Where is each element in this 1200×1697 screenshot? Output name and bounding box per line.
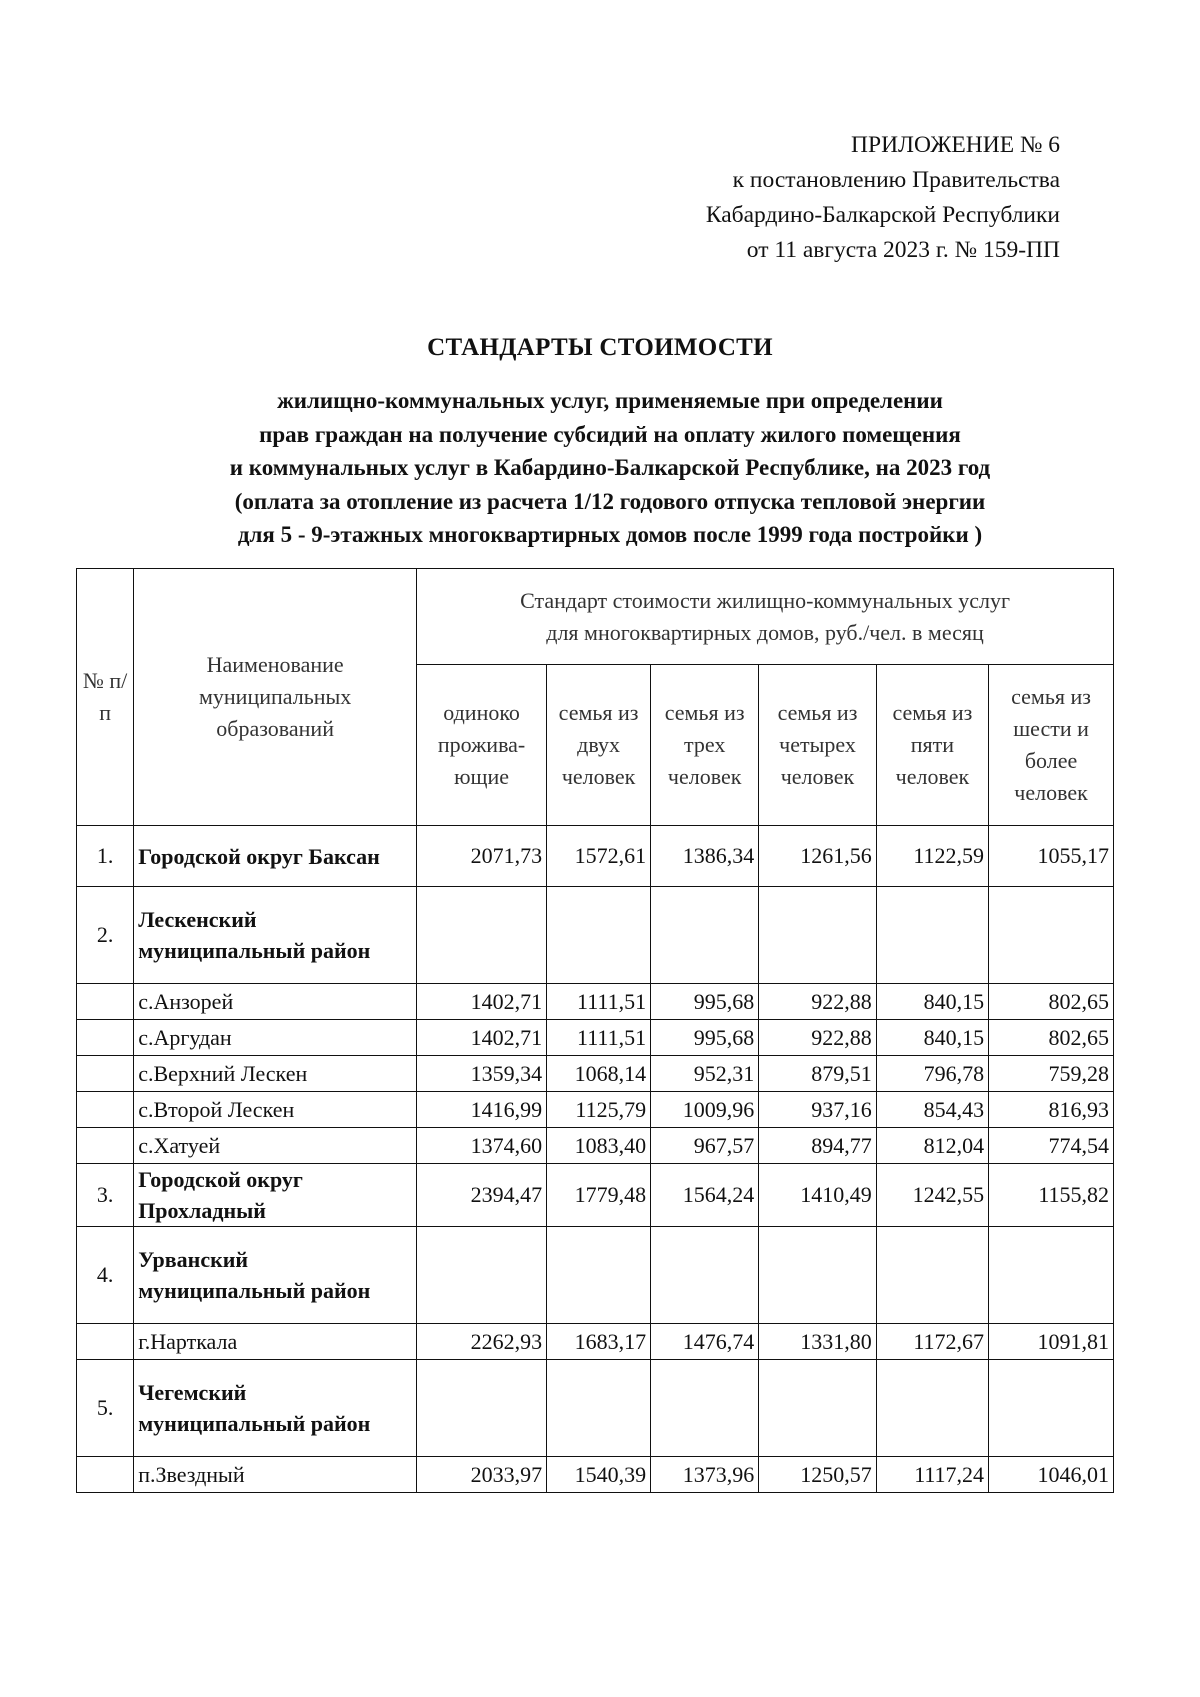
cost-value: 1402,71: [417, 984, 547, 1020]
cost-value: 802,65: [989, 984, 1114, 1020]
header-family-2: семья из двух человек: [547, 665, 651, 826]
cost-value: [759, 887, 877, 984]
cost-value: [759, 1227, 877, 1324]
cost-value: 937,16: [759, 1092, 877, 1128]
attachment-line-resolution: к постановлению Правительства: [732, 167, 1060, 193]
municipality-name: с.Анзорей: [134, 984, 417, 1020]
document-title: СТАНДАРТЫ СТОИМОСТИ: [427, 334, 773, 361]
attachment-block: [620, 128, 1060, 268]
cost-value: 796,78: [876, 1056, 988, 1092]
table-row: [77, 1164, 1114, 1227]
municipality-name: с.Аргудан: [134, 1020, 417, 1056]
cost-value: 2033,97: [417, 1457, 547, 1493]
header-cost-standard-line: Стандарт стоимости жилищно-коммунальных услуг: [520, 587, 1010, 613]
table-row: [77, 1056, 1114, 1092]
municipality-name: с.Второй Лескен: [134, 1092, 417, 1128]
cost-value: [547, 887, 651, 984]
cost-value: [989, 1227, 1114, 1324]
cost-value: 1083,40: [547, 1128, 651, 1164]
row-number: [77, 1020, 134, 1056]
row-number: 5.: [77, 1360, 134, 1457]
document-subtitle: [110, 384, 1110, 552]
cost-value: 1172,67: [876, 1324, 988, 1360]
cost-value: 1117,24: [876, 1457, 988, 1493]
cost-value: 967,57: [651, 1128, 759, 1164]
cost-value: 995,68: [651, 1020, 759, 1056]
cost-value: [876, 1360, 988, 1457]
cost-value: 802,65: [989, 1020, 1114, 1056]
cost-value: [876, 1227, 988, 1324]
cost-value: [651, 887, 759, 984]
municipality-name: с.Верхний Лескен: [134, 1056, 417, 1092]
cost-value: [876, 887, 988, 984]
cost-value: 1046,01: [989, 1457, 1114, 1493]
row-number: [77, 1457, 134, 1493]
cost-value: [547, 1227, 651, 1324]
row-number: 4.: [77, 1227, 134, 1324]
table-body: [77, 826, 1114, 1493]
header-number: № п/п: [77, 569, 134, 826]
row-number: [77, 1092, 134, 1128]
cost-value: [651, 1360, 759, 1457]
row-number: [77, 1128, 134, 1164]
cost-value: 1155,82: [989, 1164, 1114, 1227]
municipality-name: Чегемский муниципальный район: [134, 1360, 417, 1457]
cost-value: 1111,51: [547, 984, 651, 1020]
cost-value: 840,15: [876, 1020, 988, 1056]
subtitle-line: для 5 - 9-этажных многоквартирных домов после 1999 года постройки ): [237, 522, 983, 547]
header-family-5: семья из пяти человек: [876, 665, 988, 826]
cost-value: [417, 1360, 547, 1457]
subtitle-line: и коммунальных услуг в Кабардино-Балкарской Республике, на 2023 год: [229, 455, 991, 480]
cost-value: [547, 1360, 651, 1457]
cost-value: 952,31: [651, 1056, 759, 1092]
cost-value: 1410,49: [759, 1164, 877, 1227]
cost-value: 1779,48: [547, 1164, 651, 1227]
municipality-name: Городской округ Баксан: [134, 826, 417, 887]
header-family-6-plus: семья из шести и более человек: [989, 665, 1114, 826]
table-row: [77, 1324, 1114, 1360]
cost-value: 894,77: [759, 1128, 877, 1164]
header-municipality: Наименование муниципальных образований: [134, 569, 417, 826]
subtitle-line: прав граждан на получение субсидий на оплату жилого помещения: [259, 421, 961, 447]
cost-value: 1055,17: [989, 826, 1114, 887]
attachment-number: ПРИЛОЖЕНИЕ № 6: [851, 132, 1060, 158]
row-number: 3.: [77, 1164, 134, 1227]
table-row: [77, 1092, 1114, 1128]
table-row: [77, 984, 1114, 1020]
standards-table: [76, 568, 1114, 1493]
cost-value: 1068,14: [547, 1056, 651, 1092]
cost-value: 1125,79: [547, 1092, 651, 1128]
cost-value: 995,68: [651, 984, 759, 1020]
cost-value: 2394,47: [417, 1164, 547, 1227]
cost-value: 1091,81: [989, 1324, 1114, 1360]
cost-value: 922,88: [759, 1020, 877, 1056]
table-row: [77, 887, 1114, 984]
cost-value: 2262,93: [417, 1324, 547, 1360]
cost-value: 1564,24: [651, 1164, 759, 1227]
cost-value: 1402,71: [417, 1020, 547, 1056]
municipality-name: п.Звездный: [134, 1457, 417, 1493]
table-row: [77, 1360, 1114, 1457]
cost-value: [417, 887, 547, 984]
table-row: [77, 1020, 1114, 1056]
cost-value: 840,15: [876, 984, 988, 1020]
cost-value: 1122,59: [876, 826, 988, 887]
cost-value: 1009,96: [651, 1092, 759, 1128]
cost-value: 1359,34: [417, 1056, 547, 1092]
cost-value: 812,04: [876, 1128, 988, 1164]
municipality-name: Лескенский муниципальный район: [134, 887, 417, 984]
header-family-4: семья из четырех человек: [759, 665, 877, 826]
cost-value: 1374,60: [417, 1128, 547, 1164]
municipality-name: Урванский муниципальный район: [134, 1227, 417, 1324]
table-row: [77, 1457, 1114, 1493]
cost-value: [989, 887, 1114, 984]
municipality-name: с.Хатуей: [134, 1128, 417, 1164]
cost-value: 879,51: [759, 1056, 877, 1092]
header-family-3: семья из трех человек: [651, 665, 759, 826]
row-number: [77, 1056, 134, 1092]
table-row: [77, 1128, 1114, 1164]
cost-value: [759, 1360, 877, 1457]
cost-value: 1476,74: [651, 1324, 759, 1360]
subtitle-line: (оплата за отопление из расчета 1/12 годового отпуска тепловой энергии: [234, 488, 986, 514]
header-single: одиноко прожива-ющие: [417, 665, 547, 826]
cost-value: 1261,56: [759, 826, 877, 887]
row-number: 1.: [77, 826, 134, 887]
cost-value: 774,54: [989, 1128, 1114, 1164]
cost-value: 1386,34: [651, 826, 759, 887]
municipality-name: г.Нарткала: [134, 1324, 417, 1360]
cost-value: 816,93: [989, 1092, 1114, 1128]
cost-value: 922,88: [759, 984, 877, 1020]
row-number: [77, 984, 134, 1020]
attachment-line-date: от 11 августа 2023 г. № 159-ПП: [746, 237, 1060, 263]
cost-value: 1250,57: [759, 1457, 877, 1493]
attachment-line-republic: Кабардино-Балкарской Республики: [705, 202, 1060, 228]
cost-value: 1111,51: [547, 1020, 651, 1056]
cost-value: [417, 1227, 547, 1324]
row-number: [77, 1324, 134, 1360]
cost-value: 2071,73: [417, 826, 547, 887]
cost-value: 1572,61: [547, 826, 651, 887]
header-cost-standard-line: для многоквартирных домов, руб./чел. в месяц: [546, 619, 984, 645]
cost-value: 1683,17: [547, 1324, 651, 1360]
table-row: [77, 1227, 1114, 1324]
cost-value: [989, 1360, 1114, 1457]
header-cost-standard: [417, 569, 1114, 665]
cost-value: 1242,55: [876, 1164, 988, 1227]
cost-value: 854,43: [876, 1092, 988, 1128]
cost-value: 1416,99: [417, 1092, 547, 1128]
table-row: [77, 826, 1114, 887]
cost-value: 1331,80: [759, 1324, 877, 1360]
cost-value: [651, 1227, 759, 1324]
cost-value: 1373,96: [651, 1457, 759, 1493]
cost-value: 1540,39: [547, 1457, 651, 1493]
cost-value: 759,28: [989, 1056, 1114, 1092]
subtitle-line: жилищно-коммунальных услуг, применяемые при определении: [277, 388, 943, 413]
municipality-name: Городской округ Прохладный: [134, 1164, 417, 1227]
row-number: 2.: [77, 887, 134, 984]
